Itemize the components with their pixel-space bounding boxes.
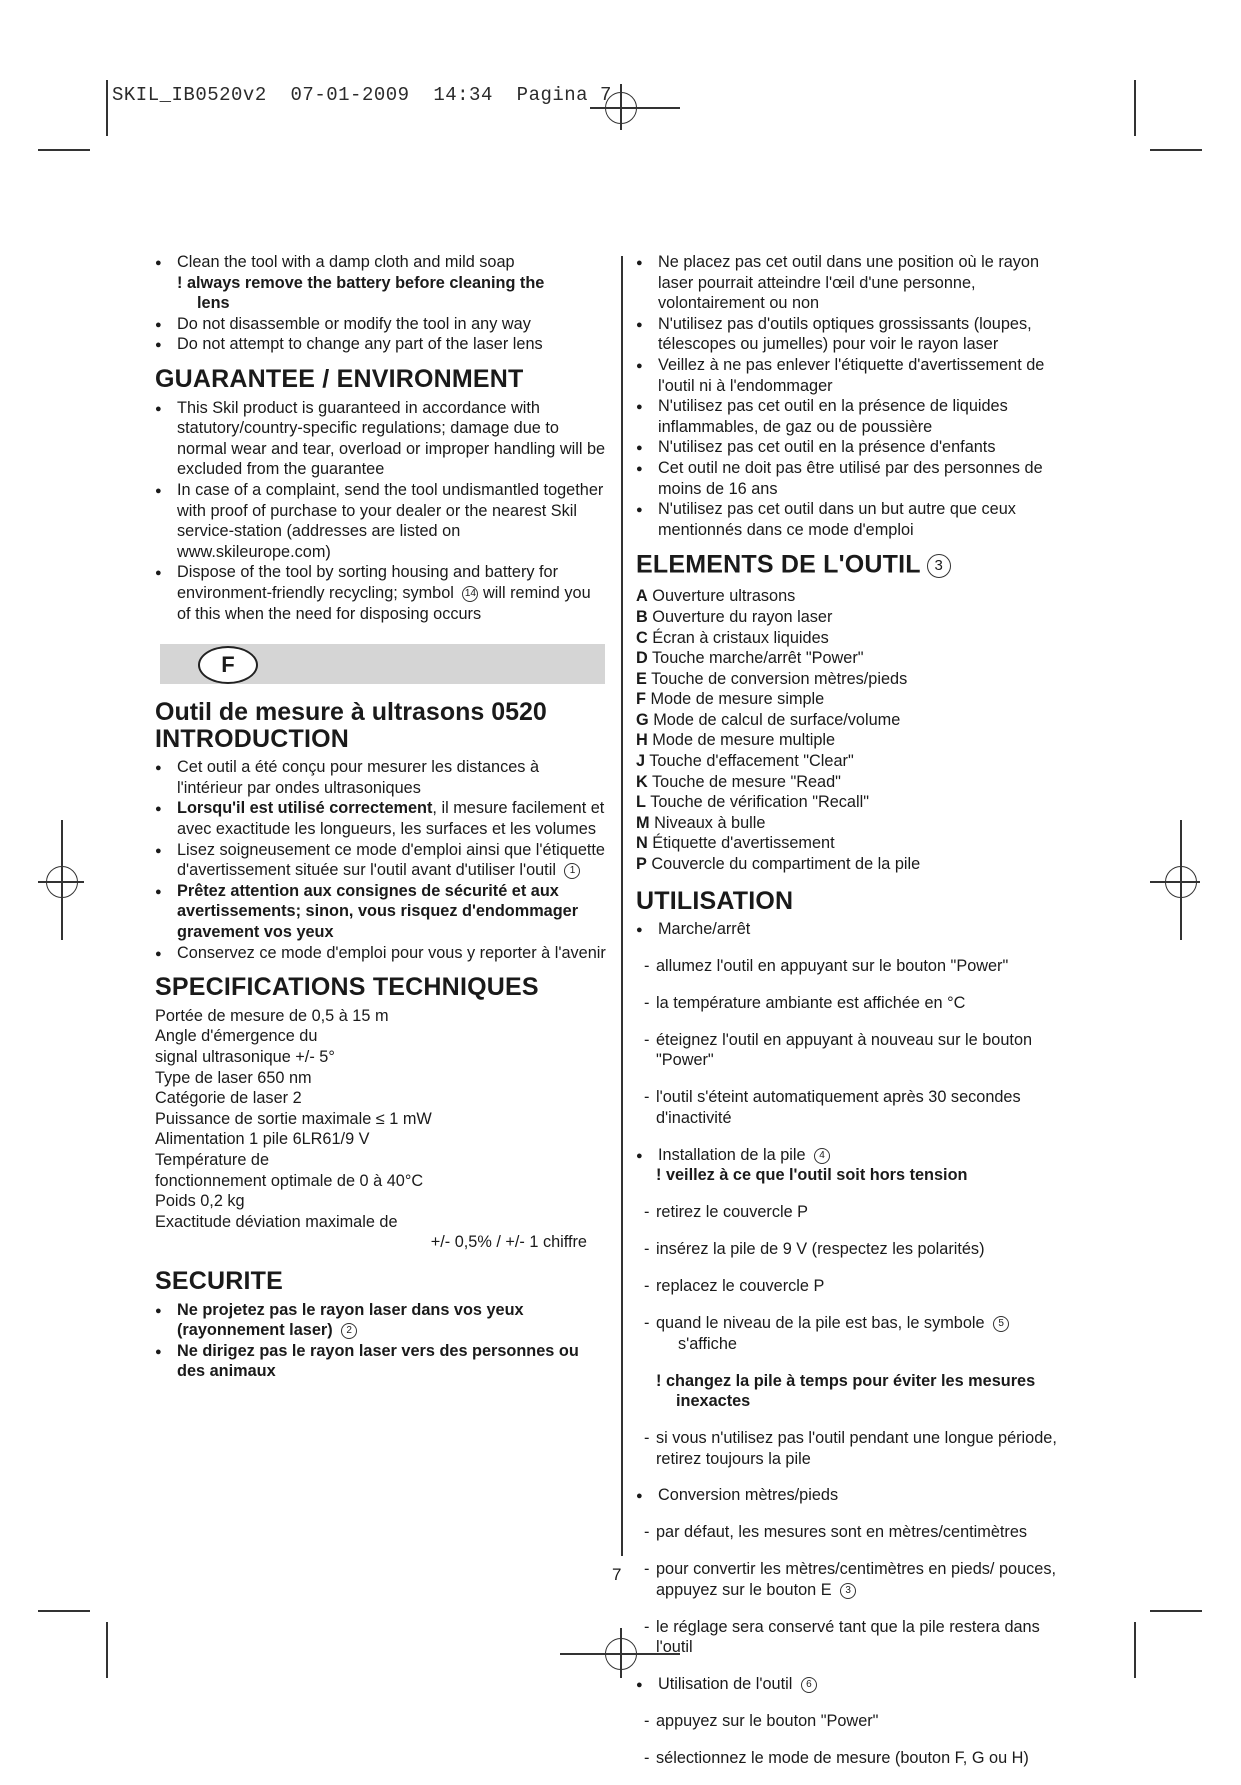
page-number: 7 [612,1565,622,1584]
marche-step: - la température ambiante est affichée en °C [644,994,966,1012]
element-item-d: D Touche marche/arrêt "Power" [636,649,864,668]
cleaning-item-2: ● Do not disassemble or modify the tool in any way [155,314,607,335]
cleaning-item-1: ● Clean the tool with a damp cloth and mild soap [155,252,607,273]
registration-line-top-h [590,107,680,109]
guarantee-item-2: ● In case of a complaint, send the tool undismantled together with proof of purchase to your dealer or the nearest Skil service-station (addresses are listed on www.skileurope.com) [155,480,607,562]
install-step: - insérez la pile de 9 V (respectez les polarités) [644,1240,985,1259]
crop-mark-bl-h [38,1610,90,1612]
safety-item: ● Cet outil ne doit pas être utilisé par des personnes de moins de 16 ans [636,458,1076,499]
guarantee-heading: GUARANTEE / ENVIRONMENT [155,364,524,393]
marche-step: - allumez l'outil en appuyant sur le bouton "Power" [644,957,1009,976]
conversion-step: - pour convertir les mètres/centimètres en pieds/ pouces, appuyez sur le bouton E 3 [644,1560,1056,1599]
ref-3-small-icon: 3 [840,1583,856,1599]
element-item-h: H Mode de mesure multiple [636,731,836,750]
marche-step: - éteignez l'outil en appuyant à nouveau sur le bouton "Power" [644,1030,1033,1070]
install-step: - si vous n'utilisez pas l'outil pendant une longue période, retirez toujours la pile [644,1428,1057,1468]
intro-heading: INTRODUCTION [155,724,350,753]
registration-line-right-h [1150,881,1200,883]
crop-mark-bl-v [106,1622,108,1678]
usage-step: - sélectionnez le mode de mesure (bouton F, G ou H) [644,1749,1029,1767]
element-item-j: J Touche d'effacement "Clear" [636,752,854,771]
spec-line: Type de laser 650 nm [155,1068,312,1087]
ref-1-icon: 1 [564,863,580,879]
usage-title: ● Utilisation de l'outil 6 [636,1674,1076,1695]
elements-heading: ELEMENTS DE L'OUTIL 3 [636,554,1076,578]
ref-4-icon: 4 [814,1148,830,1164]
intro-item-3: ● Lisez soigneusement ce mode d'emploi ainsi que l'étiquette d'avertissement située sur l'outil avant d'utiliser l'outil 1 [155,840,607,881]
securite-heading: SECURITE [155,1266,284,1295]
registration-line-bottom-v [620,1628,622,1678]
spec-line: Exactitude déviation maximale de [155,1212,398,1231]
spec-line: +/- 0,5% / +/- 1 chiffre [430,1233,587,1252]
registration-line-left-v [61,820,63,940]
element-item-l: L Touche de vérification "Recall" [636,793,869,812]
intro-item-5: ● Conservez ce mode d'emploi pour vous y reporter à l'avenir [155,943,607,964]
crop-mark-br-h [1150,1610,1202,1612]
print-slug: SKIL_IB0520v2 07-01-2009 14:34 Pagina 7 [112,84,612,106]
spec-line: Catégorie de laser 2 [155,1089,302,1108]
element-item-b: B Ouverture du rayon laser [636,607,833,626]
column-divider [621,256,623,1556]
element-item-c: C Écran à cristaux liquides [636,628,829,647]
intro-item-1: ● Cet outil a été conçu pour mesurer les distances à l'intérieur par ondes ultrasoniques [155,757,607,798]
safety-item: ● N'utilisez pas d'outils optiques grossissants (loupes, télescopes ou jumelles) pour voir le rayon laser [636,314,1076,355]
intro-item-2: ● Lorsqu'il est utilisé correctement, il mesure facilement et avec exactitude les longueurs, les surfaces et les volumes [155,798,607,839]
element-item-f: F Mode de mesure simple [636,690,825,709]
product-title: Outil de mesure à ultrasons 0520 [155,698,547,727]
element-item-k: K Touche de mesure "Read" [636,772,841,791]
element-item-p: P Couvercle du compartiment de la pile [636,855,921,874]
cleaning-item-3: ● Do not attempt to change any part of the laser lens [155,334,607,355]
crop-mark-br-v [1134,1622,1136,1678]
element-item-n: N Étiquette d'avertissement [636,834,835,853]
registration-line-right-v [1180,820,1182,940]
install-step: - retirez le couvercle P [644,1203,809,1222]
language-bar [160,644,605,684]
spec-line: Température de [155,1150,270,1169]
crop-mark-tl-h [38,149,90,151]
install-warning-2: ! changez la pile à temps pour éviter les mesures inexactes [656,1371,1036,1411]
spec-line: fonctionnement optimale de 0 à 40°C [155,1171,424,1190]
left-column [155,252,607,1382]
install-warning: ! veillez à ce que l'outil soit hors tension [656,1166,968,1185]
securite-item-1: ● Ne projetez pas le rayon laser dans vos yeux (rayonnement laser) 2 [155,1300,607,1341]
spec-line: Poids 0,2 kg [155,1192,245,1211]
install-step: - replacez le couvercle P [644,1277,825,1296]
safety-item: ● Ne placez pas cet outil dans une position où le rayon laser pourrait atteindre l'œil d'une personne, volontairement ou non [636,252,1076,314]
spec-line: Portée de mesure de 0,5 à 15 m [155,1006,389,1025]
ref-5-icon: 5 [993,1316,1009,1332]
spec-line: Puissance de sortie maximale ≤ 1 mW [155,1109,432,1128]
safety-item: ● N'utilisez pas cet outil en la présence d'enfants [636,437,1076,458]
guarantee-item-3: ● Dispose of the tool by sorting housing and battery for environment-friendly recycling; symbol 14 will remind you of this when the need for disposing occurs [155,562,607,624]
conversion-step: - le réglage sera conservé tant que la pile restera dans l'outil [644,1617,1040,1657]
ref-3-icon: 3 [927,554,951,578]
securite-item-2: ● Ne dirigez pas le rayon laser vers des personnes ou des animaux [155,1341,607,1382]
language-badge: F [198,646,258,684]
spec-line: signal ultrasonique +/- 5° [155,1048,335,1066]
ref-14-icon: 14 [462,586,478,602]
ref-6-icon: 6 [801,1677,817,1693]
marche-step: - l'outil s'éteint automatiquement après 30 secondes d'inactivité [644,1088,1021,1127]
safety-item: ● N'utilisez pas cet outil en la présence de liquides inflammables, de gaz ou de poussière [636,396,1076,437]
right-column [636,252,1076,1785]
crop-mark-tr-h [1150,149,1202,151]
registration-line-top-v [620,84,622,130]
conversion-step: - par défaut, les mesures sont en mètres/centimètres [644,1523,1028,1542]
safety-item: ● Veillez à ne pas enlever l'étiquette d'avertissement de l'outil ni à l'endommager [636,355,1076,396]
spec-line: Angle d'émergence du [155,1027,318,1046]
safety-item: ● N'utilisez pas cet outil dans un but autre que ceux mentionnés dans ce mode d'emploi [636,499,1076,540]
specs-heading: SPECIFICATIONS TECHNIQUES [155,973,539,1002]
install-title: ● Installation de la pile 4 [636,1145,1076,1166]
spec-line: Alimentation 1 pile 6LR61/9 V [155,1130,370,1149]
element-item-e: E Touche de conversion mètres/pieds [636,669,908,688]
element-item-m: M Niveaux à bulle [636,813,766,832]
install-step: - quand le niveau de la pile est bas, le symbole 5 s'affiche [636,1313,1076,1354]
conversion-title: ● Conversion mètres/pieds [636,1485,1076,1506]
cleaning-warning: ! always remove the battery before cleaning the lens [177,273,545,313]
crop-mark-tr-v [1134,80,1136,136]
element-item-a: A Ouverture ultrasons [636,587,796,606]
guarantee-item-1: ● This Skil product is guaranteed in accordance with statutory/country-specific regulations; damage due to normal wear and tear, overload or improper handling will be excluded from the guarantee [155,398,607,480]
intro-item-4: ● Prêtez attention aux consignes de sécurité et aux avertissements; sinon, vous risquez d'endommager gravement vos yeux [155,881,607,943]
utilisation-heading: UTILISATION [636,886,794,915]
marche-title: ● Marche/arrêt [636,919,1076,940]
ref-2-icon: 2 [341,1323,357,1339]
usage-step: - appuyez sur le bouton "Power" [644,1712,879,1731]
element-item-g: G Mode de calcul de surface/volume [636,710,901,729]
crop-mark-tl-v [106,80,108,136]
